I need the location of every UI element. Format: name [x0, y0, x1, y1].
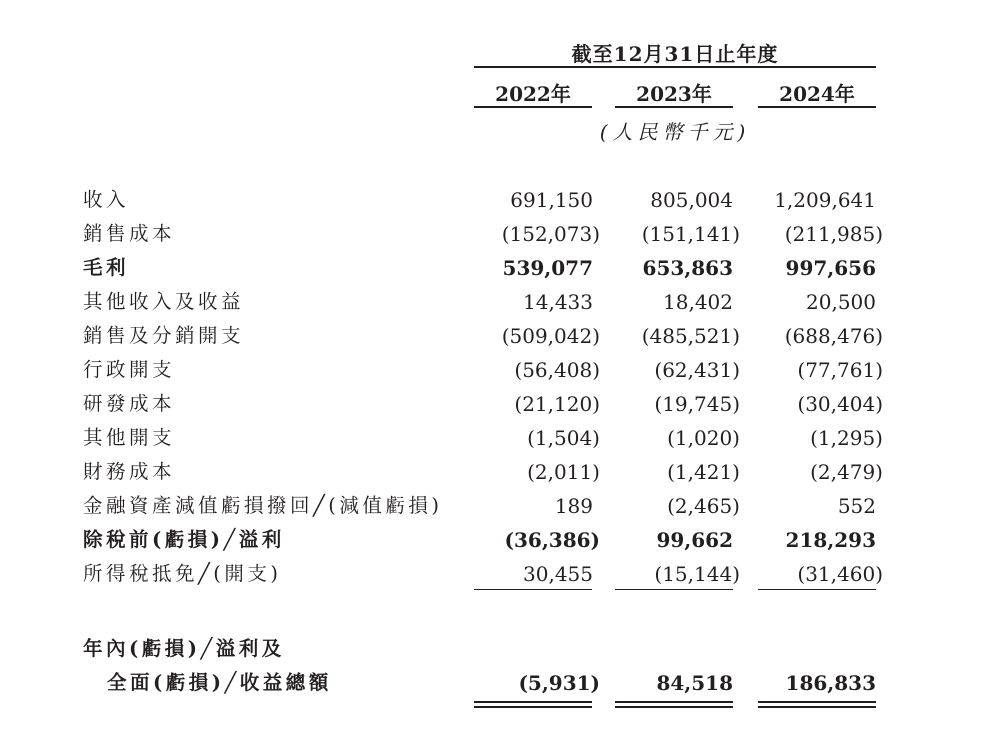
- total-value-2023: 84,518: [656, 671, 733, 695]
- table-row: [0, 183, 1003, 217]
- row-value-2022: (509,042): [501, 324, 600, 348]
- row-value-2024: (688,476): [784, 324, 883, 348]
- row-label: 行政開支: [83, 358, 176, 381]
- total-row: [0, 666, 1003, 700]
- row-value-2022: (36,386): [504, 528, 600, 552]
- row-label: 銷售成本: [83, 222, 176, 245]
- table-row: [0, 455, 1003, 489]
- year-2024-underline: [758, 106, 876, 108]
- row-value-2022: (1,504): [527, 426, 600, 450]
- total-label-line1: 年內(虧損)╱溢利及: [83, 637, 285, 660]
- row-value-2024: 20,500: [806, 290, 876, 314]
- row-value-2022: (2,011): [527, 460, 600, 484]
- row-label: 毛利: [83, 256, 130, 279]
- row-label: 財務成本: [83, 460, 176, 483]
- row-value-2023: (1,020): [667, 426, 740, 450]
- row-value-2023: (2,465): [667, 494, 740, 518]
- table-row: [0, 557, 1003, 591]
- row-value-2024: (211,985): [784, 222, 883, 246]
- row-value-2023: (19,745): [654, 392, 740, 416]
- total-double-rule-2022-a: [474, 701, 592, 703]
- year-2023-header: 2023年: [636, 82, 712, 106]
- row-value-2022: 539,077: [502, 256, 593, 280]
- row-value-2024: 552: [837, 494, 876, 518]
- subtotal-rule-2022: [474, 589, 592, 590]
- row-value-2022: 30,455: [523, 562, 593, 586]
- table-row: [0, 523, 1003, 557]
- row-value-2022: 189: [554, 494, 593, 518]
- row-value-2023: 18,402: [663, 290, 733, 314]
- total-double-rule-2024-b: [758, 706, 876, 708]
- table-row: [0, 353, 1003, 387]
- row-value-2024: 218,293: [785, 528, 876, 552]
- year-2022-underline: [474, 106, 592, 108]
- table-row: [0, 217, 1003, 251]
- row-value-2022: (21,120): [514, 392, 600, 416]
- row-value-2024: (2,479): [810, 460, 883, 484]
- period-header: 截至12月31日止年度: [571, 42, 779, 66]
- subtotal-rule-2023: [615, 589, 733, 590]
- row-value-2023: 805,004: [650, 188, 733, 212]
- row-value-2023: 653,863: [642, 256, 733, 280]
- row-value-2022: 14,433: [523, 290, 593, 314]
- table-row: [0, 421, 1003, 455]
- year-2023-underline: [615, 106, 733, 108]
- table-row: [0, 319, 1003, 353]
- row-label: 金融資產減值虧損撥回╱(減值虧損): [83, 494, 443, 517]
- total-double-rule-2023-a: [615, 701, 733, 703]
- row-value-2022: 691,150: [510, 188, 593, 212]
- period-underline: [474, 66, 876, 68]
- year-2024-header: 2024年: [779, 82, 855, 106]
- row-label: 研發成本: [83, 392, 176, 415]
- row-value-2024: (77,761): [797, 358, 883, 382]
- year-2022-header: 2022年: [495, 82, 571, 106]
- table-row: [0, 285, 1003, 319]
- table-row: [0, 489, 1003, 523]
- total-value-2024: 186,833: [785, 671, 876, 695]
- row-value-2024: (1,295): [810, 426, 883, 450]
- table-row: [0, 251, 1003, 285]
- row-value-2024: (30,404): [797, 392, 883, 416]
- row-value-2023: (1,421): [667, 460, 740, 484]
- row-label: 銷售及分銷開支: [83, 324, 245, 347]
- row-label: 除稅前(虧損)╱溢利: [83, 528, 285, 551]
- row-value-2023: (62,431): [654, 358, 740, 382]
- total-double-rule-2023-b: [615, 706, 733, 708]
- row-value-2022: (56,408): [514, 358, 600, 382]
- unit-label: (人民幣千元): [599, 120, 751, 144]
- total-label-line2: 全面(虧損)╱收益總額: [107, 671, 332, 694]
- row-value-2022: (152,073): [501, 222, 600, 246]
- total-row-line1: [0, 632, 1003, 666]
- row-label: 其他開支: [83, 426, 176, 449]
- row-label: 收入: [83, 188, 130, 211]
- row-value-2024: 997,656: [785, 256, 876, 280]
- table-row: [0, 387, 1003, 421]
- row-value-2023: (15,144): [654, 562, 740, 586]
- subtotal-rule-2024: [758, 589, 876, 590]
- row-value-2023: (151,141): [641, 222, 740, 246]
- row-value-2023: (485,521): [641, 324, 740, 348]
- row-value-2024: 1,209,641: [774, 188, 876, 212]
- total-double-rule-2024-a: [758, 701, 876, 703]
- row-label: 其他收入及收益: [83, 290, 245, 313]
- row-value-2023: 99,662: [656, 528, 733, 552]
- total-double-rule-2022-b: [474, 706, 592, 708]
- row-value-2024: (31,460): [797, 562, 883, 586]
- row-label: 所得稅抵免╱(開支): [83, 562, 282, 585]
- total-value-2022: (5,931): [518, 671, 600, 695]
